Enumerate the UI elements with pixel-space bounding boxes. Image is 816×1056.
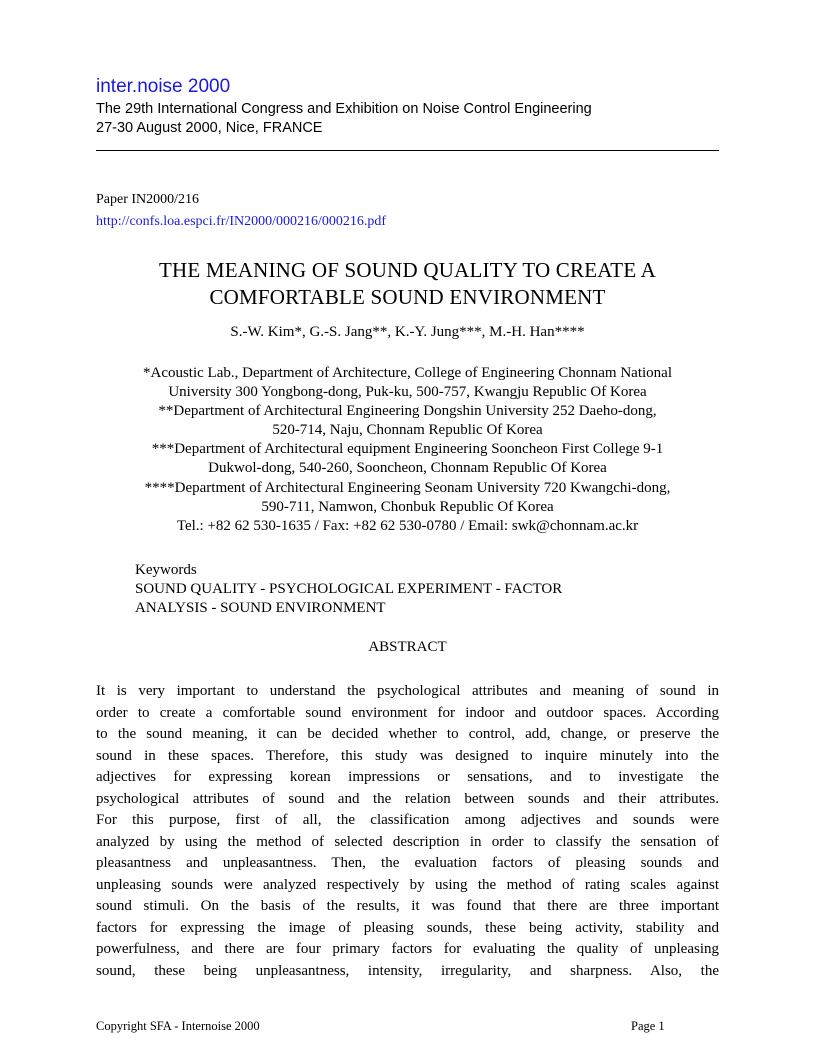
affiliation-line: *Acoustic Lab., Department of Architecture, College of Engineering Chonnam National xyxy=(142,365,672,381)
paper-url-link[interactable]: http://confs.loa.espci.fr/IN2000/000216/000216.pdf xyxy=(96,214,387,229)
abstract-line: adjectives for expressing korean impressions or sensations, and to investigate the xyxy=(96,769,719,785)
abstract-line: For this purpose, first of all, the classification among adjectives and sounds were xyxy=(96,812,719,828)
paper-id: Paper IN2000/216 xyxy=(96,192,200,207)
abstract-line: It is very important to understand the psychological attributes and meaning of sound in xyxy=(96,683,719,699)
abstract-line: pleasantness and unpleasantness. Then, the evaluation factors of pleasing sounds and xyxy=(96,855,719,871)
keywords-line: SOUND QUALITY - PSYCHOLOGICAL EXPERIMENT - FACTOR xyxy=(135,581,563,597)
congress-name: The 29th International Congress and Exhibition on Noise Control Engineering xyxy=(96,101,592,117)
affiliation-line: ****Department of Architectural Engineering Seonam University 720 Kwangchi-dong, xyxy=(144,480,671,496)
paper-title-line-2: COMFORTABLE SOUND ENVIRONMENT xyxy=(209,285,606,309)
abstract-line: powerfulness, and there are four primary factors for evaluating the quality of unpleasing xyxy=(96,941,719,957)
abstract-line: order to create a comfortable sound environment for indoor and outdoor spaces. According xyxy=(96,704,719,721)
abstract-line: unpleasing sounds were analyzed respectively by using the method of rating scales against xyxy=(96,876,719,893)
header-divider xyxy=(96,150,719,151)
abstract-line: sound in these spaces. Therefore, this study was designed to inquire minutely into the xyxy=(96,747,719,764)
abstract-line: sound stimuli. On the basis of the results, it was found that there are three important xyxy=(96,898,719,914)
abstract-line: factors for expressing the image of pleasing sounds, these being activity, stability and xyxy=(96,919,719,936)
affiliation-line: **Department of Architectural Engineering Dongshin University 252 Daeho-dong, xyxy=(158,403,657,419)
abstract-line: analyzed by using the method of selected description in order to classify the sensation of xyxy=(96,833,719,850)
abstract-line: sound, these being unpleasantness, intensity, irregularity, and sharpness. Also, the xyxy=(96,962,719,979)
abstract-heading: ABSTRACT xyxy=(368,639,447,655)
affiliation-line: 520-714, Naju, Chonnam Republic Of Korea xyxy=(272,422,543,438)
keywords-label: Keywords xyxy=(135,562,197,578)
contact-line: Tel.: +82 62 530-1635 / Fax: +82 62 530-0780 / Email: swk@chonnam.ac.kr xyxy=(176,518,639,534)
affiliation-line: University 300 Yongbong-dong, Puk-ku, 500-757, Kwangju Republic Of Korea xyxy=(168,384,647,400)
conference-dates: 27-30 August 2000, Nice, FRANCE xyxy=(96,120,323,136)
affiliation-line: 590-711, Namwon, Chonbuk Republic Of Korea xyxy=(261,499,554,515)
affiliation-line: Dukwol-dong, 540-260, Sooncheon, Chonnam Republic Of Korea xyxy=(208,460,607,476)
abstract-body xyxy=(96,681,719,982)
conference-title: inter.noise 2000 xyxy=(96,76,231,97)
page-number: Page 1 xyxy=(631,1019,665,1033)
affiliation-line: ***Department of Architectural equipment Engineering Sooncheon First College 9-1 xyxy=(151,441,664,457)
keywords-line: ANALYSIS - SOUND ENVIRONMENT xyxy=(135,600,386,616)
abstract-line: psychological attributes of sound and the relation between sounds and their attributes. xyxy=(96,790,719,807)
footer-copyright: Copyright SFA - Internoise 2000 xyxy=(96,1019,260,1033)
paper-title-line-1: THE MEANING OF SOUND QUALITY TO CREATE A xyxy=(158,258,657,282)
abstract-line: to the sound meaning, it can be decided whether to control, add, change, or preserve the xyxy=(96,726,719,742)
authors: S.-W. Kim*, G.-S. Jang**, K.-Y. Jung***, M.-H. Han**** xyxy=(230,324,585,340)
